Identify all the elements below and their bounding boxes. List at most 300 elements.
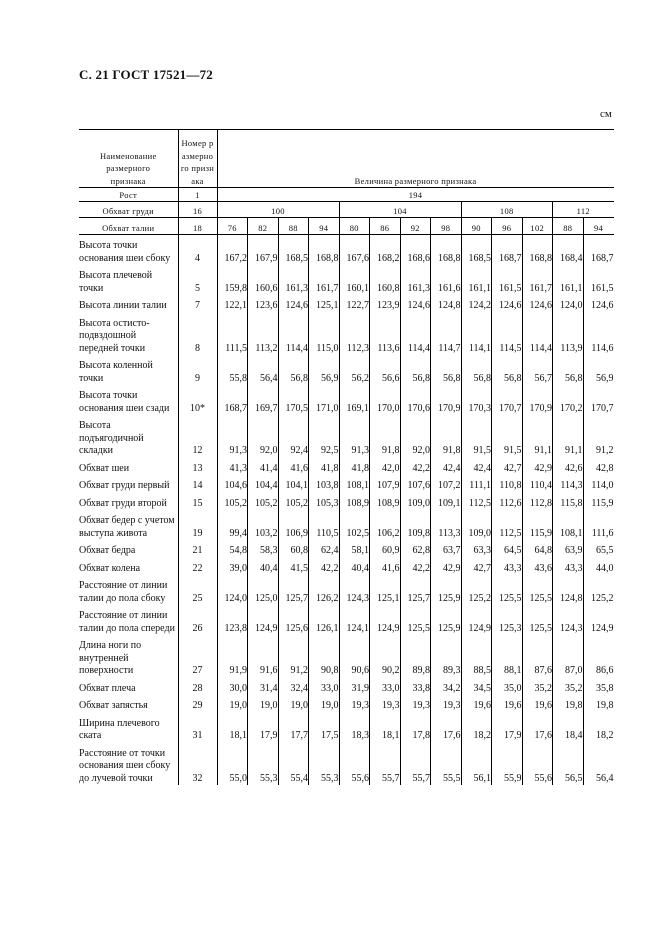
row-value: 122,1 bbox=[217, 295, 248, 313]
row-value: 56,9 bbox=[583, 355, 614, 385]
row-value: 109,1 bbox=[431, 493, 462, 511]
row-value: 40,4 bbox=[339, 558, 370, 576]
row-num: 19 bbox=[178, 510, 217, 540]
row-value: 170,5 bbox=[278, 385, 309, 415]
row-value: 170,0 bbox=[370, 385, 401, 415]
row-value: 124,9 bbox=[370, 605, 401, 635]
row-label: Расстояние от линии талии до пола сбоку bbox=[79, 580, 168, 604]
row-value: 18,3 bbox=[339, 713, 370, 743]
row-value: 125,6 bbox=[278, 605, 309, 635]
row-num: 28 bbox=[178, 678, 217, 696]
row-value: 41,8 bbox=[309, 458, 340, 476]
row-value: 124,6 bbox=[278, 295, 309, 313]
row-value: 104,1 bbox=[278, 475, 309, 493]
row-value: 35,2 bbox=[553, 678, 584, 696]
row-value: 160,8 bbox=[370, 265, 401, 295]
row-value: 86,6 bbox=[583, 635, 614, 678]
row-value: 170,3 bbox=[461, 385, 492, 415]
row-value: 104,4 bbox=[248, 475, 279, 493]
row-value: 88,5 bbox=[461, 635, 492, 678]
row-value: 39,0 bbox=[217, 558, 248, 576]
table-row bbox=[79, 575, 614, 605]
table-row bbox=[79, 355, 614, 385]
row-value: 124,9 bbox=[583, 605, 614, 635]
row-value: 111,5 bbox=[217, 313, 248, 356]
row-value: 124,2 bbox=[461, 295, 492, 313]
row-value: 34,5 bbox=[461, 678, 492, 696]
row-value: 124,3 bbox=[339, 575, 370, 605]
row-num: 29 bbox=[178, 695, 217, 713]
row-value: 167,2 bbox=[217, 235, 248, 266]
row-value: 112,3 bbox=[339, 313, 370, 356]
row-value: 108,1 bbox=[553, 510, 584, 540]
waist-value: 76 bbox=[217, 218, 248, 235]
row-value: 41,5 bbox=[278, 558, 309, 576]
row-value: 42,7 bbox=[492, 458, 523, 476]
row-value: 114,4 bbox=[522, 313, 553, 356]
row-value: 167,6 bbox=[339, 235, 370, 266]
row-value: 18,2 bbox=[583, 713, 614, 743]
table-row bbox=[79, 605, 614, 635]
row-label: Высота точки основания шеи сзади bbox=[79, 390, 170, 414]
row-value: 170,9 bbox=[522, 385, 553, 415]
row-value: 88,1 bbox=[492, 635, 523, 678]
row-value: 125,7 bbox=[400, 575, 431, 605]
row-label: Высота линии талии bbox=[79, 300, 167, 311]
table-row bbox=[79, 235, 614, 266]
row-value: 92,0 bbox=[400, 415, 431, 458]
row-value: 19,3 bbox=[400, 695, 431, 713]
row-value: 41,3 bbox=[217, 458, 248, 476]
row-value: 161,1 bbox=[461, 265, 492, 295]
row-value: 42,2 bbox=[400, 558, 431, 576]
row-num: 25 bbox=[178, 575, 217, 605]
values-header: Величина размерного признака bbox=[217, 130, 614, 188]
row-value: 55,6 bbox=[522, 743, 553, 786]
row-value: 168,5 bbox=[278, 235, 309, 266]
row-num: 13 bbox=[178, 458, 217, 476]
row-value: 35,8 bbox=[583, 678, 614, 696]
row-value: 19,8 bbox=[583, 695, 614, 713]
row-value: 54,8 bbox=[217, 540, 248, 558]
row-value: 125,1 bbox=[370, 575, 401, 605]
row-value: 89,3 bbox=[431, 635, 462, 678]
row-value: 111,1 bbox=[461, 475, 492, 493]
row-value: 91,2 bbox=[583, 415, 614, 458]
row-value: 18,2 bbox=[461, 713, 492, 743]
table-header-row bbox=[79, 130, 614, 188]
size-table bbox=[79, 129, 614, 785]
row-value: 41,6 bbox=[278, 458, 309, 476]
row-value: 105,2 bbox=[278, 493, 309, 511]
row-value: 125,9 bbox=[431, 575, 462, 605]
row-value: 33,0 bbox=[309, 678, 340, 696]
row-value: 103,2 bbox=[248, 510, 279, 540]
row-value: 107,6 bbox=[400, 475, 431, 493]
table-row bbox=[79, 265, 614, 295]
row-value: 55,5 bbox=[431, 743, 462, 786]
row-value: 104,6 bbox=[217, 475, 248, 493]
row-label: Обхват колена bbox=[79, 562, 141, 574]
row-value: 167,9 bbox=[248, 235, 279, 266]
chest-group: 104 bbox=[339, 202, 461, 218]
waist-value: 96 bbox=[492, 218, 523, 235]
row-value: 42,4 bbox=[431, 458, 462, 476]
row-value: 124,0 bbox=[217, 575, 248, 605]
row-value: 123,8 bbox=[217, 605, 248, 635]
row-value: 62,8 bbox=[400, 540, 431, 558]
row-value: 169,7 bbox=[248, 385, 279, 415]
chest-row bbox=[79, 202, 614, 218]
row-value: 92,5 bbox=[309, 415, 340, 458]
waist-value: 80 bbox=[339, 218, 370, 235]
row-value: 41,8 bbox=[339, 458, 370, 476]
row-value: 63,3 bbox=[461, 540, 492, 558]
row-value: 35,2 bbox=[522, 678, 553, 696]
waist-value: 82 bbox=[248, 218, 279, 235]
row-num: 4 bbox=[178, 235, 217, 266]
height-row bbox=[79, 188, 614, 202]
chest-group: 112 bbox=[553, 202, 614, 218]
row-value: 114,6 bbox=[583, 313, 614, 356]
waist-label: Обхват талии bbox=[79, 218, 178, 235]
row-value: 17,6 bbox=[522, 713, 553, 743]
row-value: 106,9 bbox=[278, 510, 309, 540]
row-value: 114,5 bbox=[492, 313, 523, 356]
row-value: 124,6 bbox=[522, 295, 553, 313]
row-value: 107,2 bbox=[431, 475, 462, 493]
row-value: 168,7 bbox=[217, 385, 248, 415]
row-num: 10* bbox=[178, 385, 217, 415]
row-value: 112,8 bbox=[522, 493, 553, 511]
row-value: 55,8 bbox=[217, 355, 248, 385]
row-num: 15 bbox=[178, 493, 217, 511]
row-value: 105,3 bbox=[309, 493, 340, 511]
row-value: 99,4 bbox=[217, 510, 248, 540]
waist-value: 92 bbox=[400, 218, 431, 235]
row-value: 64,5 bbox=[492, 540, 523, 558]
row-value: 125,5 bbox=[522, 575, 553, 605]
row-value: 168,7 bbox=[492, 235, 523, 266]
row-label: Высота остисто-подвздошной передней точки bbox=[79, 317, 150, 354]
page-header: С. 21 ГОСТ 17521—72 bbox=[79, 67, 213, 82]
row-value: 19,0 bbox=[217, 695, 248, 713]
table-row bbox=[79, 695, 614, 713]
row-num: 12 bbox=[178, 415, 217, 458]
row-value: 168,5 bbox=[461, 235, 492, 266]
row-value: 56,8 bbox=[461, 355, 492, 385]
row-value: 170,7 bbox=[492, 385, 523, 415]
row-num: 9 bbox=[178, 355, 217, 385]
table-row bbox=[79, 458, 614, 476]
row-value: 42,2 bbox=[400, 458, 431, 476]
row-value: 109,0 bbox=[461, 510, 492, 540]
chest-group: 108 bbox=[461, 202, 553, 218]
row-value: 168,8 bbox=[309, 235, 340, 266]
waist-value: 88 bbox=[278, 218, 309, 235]
row-value: 115,0 bbox=[309, 313, 340, 356]
row-value: 35,0 bbox=[492, 678, 523, 696]
row-label: Длина ноги по внутренней поверхности bbox=[79, 640, 142, 676]
row-value: 56,5 bbox=[553, 743, 584, 786]
row-value: 55,6 bbox=[339, 743, 370, 786]
row-num: 26 bbox=[178, 605, 217, 635]
row-value: 114,7 bbox=[431, 313, 462, 356]
row-value: 168,6 bbox=[400, 235, 431, 266]
table-row bbox=[79, 743, 614, 786]
row-value: 91,2 bbox=[278, 635, 309, 678]
row-label: Высота точки основания шеи сбоку bbox=[79, 240, 171, 264]
table-row bbox=[79, 295, 614, 313]
row-value: 19,3 bbox=[370, 695, 401, 713]
row-value: 42,6 bbox=[553, 458, 584, 476]
row-value: 170,6 bbox=[400, 385, 431, 415]
row-value: 124,6 bbox=[492, 295, 523, 313]
row-value: 18,4 bbox=[553, 713, 584, 743]
row-value: 89,8 bbox=[400, 635, 431, 678]
row-label: Обхват бедра bbox=[79, 545, 136, 556]
row-num: 31 bbox=[178, 713, 217, 743]
row-value: 124,3 bbox=[553, 605, 584, 635]
row-value: 125,0 bbox=[248, 575, 279, 605]
row-label: Высота подъягодичной складки bbox=[79, 420, 144, 456]
row-value: 56,7 bbox=[522, 355, 553, 385]
row-value: 55,9 bbox=[492, 743, 523, 786]
row-label: Расстояние от точки основания шеи сбоку до лучевой точки bbox=[79, 747, 171, 784]
row-value: 55,0 bbox=[217, 743, 248, 786]
row-value: 42,8 bbox=[583, 458, 614, 476]
row-value: 91,3 bbox=[339, 415, 370, 458]
row-value: 42,2 bbox=[309, 558, 340, 576]
waist-value: 94 bbox=[583, 218, 614, 235]
row-value: 115,9 bbox=[583, 493, 614, 511]
row-value: 56,8 bbox=[400, 355, 431, 385]
row-value: 124,8 bbox=[431, 295, 462, 313]
row-value: 125,1 bbox=[309, 295, 340, 313]
row-value: 63,9 bbox=[553, 540, 584, 558]
row-value: 123,6 bbox=[248, 295, 279, 313]
row-value: 62,4 bbox=[309, 540, 340, 558]
row-value: 55,3 bbox=[309, 743, 340, 786]
row-value: 109,0 bbox=[400, 493, 431, 511]
row-value: 63,7 bbox=[431, 540, 462, 558]
row-value: 19,6 bbox=[461, 695, 492, 713]
col-num-header: Номер размерного признака bbox=[178, 130, 217, 188]
row-value: 92,0 bbox=[248, 415, 279, 458]
row-value: 114,4 bbox=[400, 313, 431, 356]
table-row bbox=[79, 313, 614, 356]
row-value: 112,6 bbox=[492, 493, 523, 511]
row-value: 17,6 bbox=[431, 713, 462, 743]
row-num: 5 bbox=[178, 265, 217, 295]
row-value: 123,9 bbox=[370, 295, 401, 313]
row-label: Ширина плечевого ската bbox=[79, 717, 160, 741]
row-value: 160,6 bbox=[248, 265, 279, 295]
row-value: 124,9 bbox=[461, 605, 492, 635]
row-value: 56,1 bbox=[461, 743, 492, 786]
table-row bbox=[79, 510, 614, 540]
row-value: 161,1 bbox=[553, 265, 584, 295]
row-value: 160,1 bbox=[339, 265, 370, 295]
col-name-header: Наименование размерного признака bbox=[79, 130, 178, 188]
table-row bbox=[79, 713, 614, 743]
row-value: 90,2 bbox=[370, 635, 401, 678]
row-value: 41,6 bbox=[370, 558, 401, 576]
row-value: 125,2 bbox=[583, 575, 614, 605]
row-value: 125,9 bbox=[431, 605, 462, 635]
height-label: Рост bbox=[79, 188, 178, 202]
row-value: 125,2 bbox=[461, 575, 492, 605]
row-value: 124,1 bbox=[339, 605, 370, 635]
row-value: 114,1 bbox=[461, 313, 492, 356]
row-value: 56,4 bbox=[583, 743, 614, 786]
row-value: 58,1 bbox=[339, 540, 370, 558]
row-label: Обхват груди второй bbox=[79, 497, 167, 509]
row-value: 103,8 bbox=[309, 475, 340, 493]
waist-value: 98 bbox=[431, 218, 462, 235]
row-value: 19,3 bbox=[431, 695, 462, 713]
row-value: 170,2 bbox=[553, 385, 584, 415]
row-value: 18,1 bbox=[217, 713, 248, 743]
waist-value: 86 bbox=[370, 218, 401, 235]
row-value: 17,8 bbox=[400, 713, 431, 743]
row-value: 91,5 bbox=[492, 415, 523, 458]
row-value: 109,8 bbox=[400, 510, 431, 540]
row-value: 125,3 bbox=[492, 605, 523, 635]
row-value: 56,8 bbox=[492, 355, 523, 385]
row-value: 56,9 bbox=[309, 355, 340, 385]
row-value: 110,4 bbox=[522, 475, 553, 493]
row-value: 107,9 bbox=[370, 475, 401, 493]
row-value: 161,5 bbox=[492, 265, 523, 295]
row-value: 33,8 bbox=[400, 678, 431, 696]
row-value: 112,5 bbox=[461, 493, 492, 511]
row-value: 108,9 bbox=[370, 493, 401, 511]
row-value: 124,9 bbox=[248, 605, 279, 635]
row-value: 124,0 bbox=[553, 295, 584, 313]
row-value: 170,7 bbox=[583, 385, 614, 415]
row-value: 55,3 bbox=[248, 743, 279, 786]
row-value: 31,9 bbox=[339, 678, 370, 696]
row-value: 32,4 bbox=[278, 678, 309, 696]
waist-value: 88 bbox=[553, 218, 584, 235]
row-value: 56,8 bbox=[278, 355, 309, 385]
row-value: 55,7 bbox=[400, 743, 431, 786]
waist-row bbox=[79, 218, 614, 235]
waist-num: 18 bbox=[178, 218, 217, 235]
row-value: 168,8 bbox=[431, 235, 462, 266]
row-value: 33,0 bbox=[370, 678, 401, 696]
table-row bbox=[79, 385, 614, 415]
row-value: 161,6 bbox=[431, 265, 462, 295]
row-value: 60,8 bbox=[278, 540, 309, 558]
row-value: 161,3 bbox=[278, 265, 309, 295]
row-value: 44,0 bbox=[583, 558, 614, 576]
row-value: 168,2 bbox=[370, 235, 401, 266]
row-value: 19,0 bbox=[248, 695, 279, 713]
row-value: 168,8 bbox=[522, 235, 553, 266]
row-label: Высота коленной точки bbox=[79, 360, 153, 384]
row-value: 110,8 bbox=[492, 475, 523, 493]
unit-label: см bbox=[600, 108, 612, 120]
row-value: 170,9 bbox=[431, 385, 462, 415]
row-value: 43,3 bbox=[553, 558, 584, 576]
row-value: 56,2 bbox=[339, 355, 370, 385]
row-value: 19,6 bbox=[522, 695, 553, 713]
table-row bbox=[79, 475, 614, 493]
row-value: 19,8 bbox=[553, 695, 584, 713]
row-value: 87,6 bbox=[522, 635, 553, 678]
row-value: 19,0 bbox=[309, 695, 340, 713]
row-label: Обхват плеча bbox=[79, 682, 136, 694]
waist-value: 94 bbox=[309, 218, 340, 235]
row-value: 161,7 bbox=[522, 265, 553, 295]
row-value: 114,3 bbox=[553, 475, 584, 493]
row-label: Обхват запястья bbox=[79, 700, 148, 711]
row-value: 17,7 bbox=[278, 713, 309, 743]
table-row bbox=[79, 635, 614, 678]
row-value: 168,7 bbox=[583, 235, 614, 266]
chest-group: 100 bbox=[217, 202, 339, 218]
chest-label: Обхват груди bbox=[79, 202, 178, 218]
row-value: 91,1 bbox=[553, 415, 584, 458]
row-value: 122,7 bbox=[339, 295, 370, 313]
row-value: 113,9 bbox=[553, 313, 584, 356]
row-label: Расстояние от линии талии до пола спереди bbox=[79, 610, 175, 634]
row-value: 171,0 bbox=[309, 385, 340, 415]
row-value: 55,7 bbox=[370, 743, 401, 786]
row-value: 102,5 bbox=[339, 510, 370, 540]
row-value: 42,9 bbox=[431, 558, 462, 576]
row-value: 124,6 bbox=[583, 295, 614, 313]
row-value: 58,3 bbox=[248, 540, 279, 558]
row-value: 108,1 bbox=[339, 475, 370, 493]
row-value: 91,6 bbox=[248, 635, 279, 678]
row-value: 90,8 bbox=[309, 635, 340, 678]
row-value: 113,3 bbox=[431, 510, 462, 540]
row-value: 17,9 bbox=[248, 713, 279, 743]
row-value: 56,6 bbox=[370, 355, 401, 385]
row-value: 42,4 bbox=[461, 458, 492, 476]
row-value: 55,4 bbox=[278, 743, 309, 786]
row-value: 87,0 bbox=[553, 635, 584, 678]
row-value: 161,3 bbox=[400, 265, 431, 295]
waist-value: 102 bbox=[522, 218, 553, 235]
table-row bbox=[79, 493, 614, 511]
row-value: 41,4 bbox=[248, 458, 279, 476]
row-value: 108,9 bbox=[339, 493, 370, 511]
row-value: 91,5 bbox=[461, 415, 492, 458]
table-row bbox=[79, 678, 614, 696]
row-label: Обхват шеи bbox=[79, 462, 130, 474]
row-num: 14 bbox=[178, 475, 217, 493]
row-value: 56,8 bbox=[431, 355, 462, 385]
row-value: 161,7 bbox=[309, 265, 340, 295]
row-value: 64,8 bbox=[522, 540, 553, 558]
row-value: 125,5 bbox=[492, 575, 523, 605]
row-value: 159,8 bbox=[217, 265, 248, 295]
table-row bbox=[79, 415, 614, 458]
row-value: 60,9 bbox=[370, 540, 401, 558]
row-value: 125,7 bbox=[278, 575, 309, 605]
row-value: 43,3 bbox=[492, 558, 523, 576]
row-value: 34,2 bbox=[431, 678, 462, 696]
row-value: 106,2 bbox=[370, 510, 401, 540]
row-value: 91,3 bbox=[217, 415, 248, 458]
row-value: 17,5 bbox=[309, 713, 340, 743]
row-value: 56,8 bbox=[553, 355, 584, 385]
row-value: 114,4 bbox=[278, 313, 309, 356]
